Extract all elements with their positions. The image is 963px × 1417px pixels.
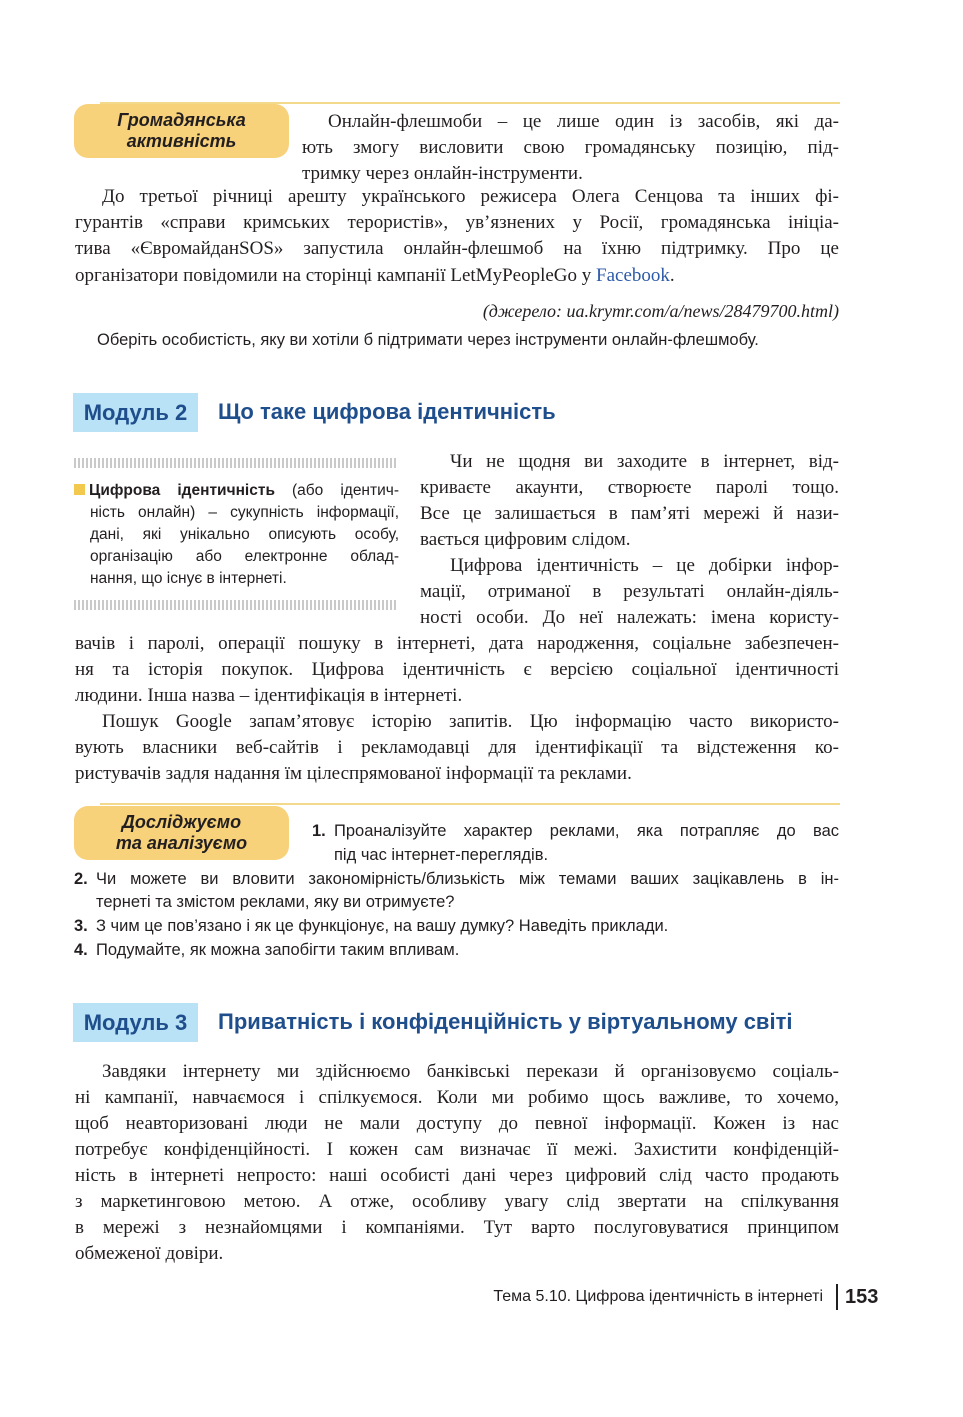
question-2-cont: тернеті та змістом реклами, яку ви отримуєте? bbox=[96, 893, 455, 911]
definition-bottom-dots bbox=[74, 600, 398, 610]
civic-para-line4-end: . bbox=[669, 265, 675, 286]
definition-line4: організацію або електронне облад- bbox=[90, 548, 399, 565]
civic-tag-line2: активність bbox=[126, 131, 237, 151]
civic-para-line2: гурантів «справи кримських терористів», ув’язнених у Росії, громадянська ініціа- bbox=[75, 212, 839, 233]
m2-right-line2: криваєте акаунти, створюєте паролі тощо. bbox=[420, 477, 839, 498]
module3-label: Модуль 3 bbox=[73, 1003, 198, 1042]
definition-term: Цифрова ідентичність bbox=[89, 482, 275, 499]
definition-top-dots bbox=[74, 458, 398, 468]
m3-line1: Завдяки інтернету ми здійснюємо банківські перекази й організовуємо соціаль- bbox=[102, 1061, 839, 1082]
m2-full-line6: ристувачів задля надання їм цілеспрямованої інформації та реклами. bbox=[75, 763, 632, 784]
m2-full-line1: вачів і паролі, операції пошуку в інтернеті, дата народження, соціальне забезпечен- bbox=[75, 633, 839, 654]
question-1-text: Проаналізуйте характер реклами, яка потрапляє до вас bbox=[334, 822, 839, 840]
source-citation: (джерело: ua.krymr.com/a/news/28479700.html) bbox=[482, 301, 839, 321]
civic-para-line4-text: організатори повідомили на сторінці кампанії LetMyPeopleGo у bbox=[75, 265, 597, 286]
research-top-rule bbox=[100, 803, 840, 805]
civic-tag-line1: Громадянська bbox=[117, 110, 246, 130]
civic-intro-line1: Онлайн-флешмоби – це лише один із засобів, які да- bbox=[328, 111, 839, 132]
footer-divider bbox=[836, 1284, 838, 1310]
module2-title: Що таке цифрова ідентичність bbox=[218, 399, 556, 424]
m2-full-line3: людини. Інша назва – ідентифікація в інтернеті. bbox=[75, 685, 463, 706]
m2-right-line7: ності особи. До неї належать: імена користу- bbox=[420, 607, 839, 628]
definition-bullet bbox=[74, 484, 85, 495]
civic-para-line3: тива «ЄвромайданSOS» запустила онлайн-флешмоб на їхню підтримку. Про це bbox=[75, 238, 839, 259]
research-tag-line2: та аналізуємо bbox=[115, 833, 248, 853]
question-3-text: З чим це пов’язано і як це функціонує, на вашу думку? Наведіть приклади. bbox=[96, 917, 669, 935]
civic-intro-line2: ють змогу висловити свою громадянську позицію, під- bbox=[302, 137, 839, 158]
research-tag-line1: Досліджуємо bbox=[121, 812, 242, 832]
civic-para-line4 bbox=[75, 263, 675, 289]
definition-line2: ність онлайн) – сукупність інформації, bbox=[90, 504, 399, 521]
question-1-cont: під час інтернет-переглядів. bbox=[334, 846, 549, 864]
page-number: 153 bbox=[845, 1286, 879, 1308]
question-4 bbox=[74, 939, 459, 962]
question-2-text: Чи можете ви вловити закономірність/близькість між темами ваших зацікавлень в ін- bbox=[96, 870, 839, 888]
m3-line2: ні кампанії, навчаємося і спілкуємося. Коли ми робимо щось важливе, то хочемо, bbox=[75, 1087, 839, 1108]
m3-line5: ність в інтернеті непросто: наші особисті дані через цифровий слід часто продають bbox=[75, 1165, 839, 1186]
question-3 bbox=[74, 915, 668, 938]
research-tag bbox=[74, 806, 289, 860]
m2-right-line3: Все це залишається в пам’яті мережі й нази- bbox=[420, 503, 839, 524]
civic-intro-line3: тримку через онлайн-інструменти. bbox=[302, 163, 583, 184]
definition-line1-rest: (або ідентич- bbox=[274, 482, 399, 499]
civic-para-line1: До третьої річниці арешту українського режисера Олега Сенцова та інших фі- bbox=[102, 186, 839, 207]
question-4-num: 4. bbox=[74, 941, 88, 959]
m3-line8: обмеженої довіри. bbox=[75, 1243, 224, 1264]
module3-title: Приватність і конфіденційність у віртуальному світі bbox=[218, 1009, 793, 1034]
definition-line5: нання, що існує в інтернеті. bbox=[90, 570, 287, 587]
civic-task: Оберіть особистість, яку ви хотіли б підтримати через інструменти онлайн-флешмобу. bbox=[97, 331, 759, 349]
definition-box bbox=[74, 480, 399, 590]
footer-topic: Тема 5.10. Цифрова ідентичність в інтернеті bbox=[493, 1288, 823, 1305]
question-2-num: 2. bbox=[74, 870, 88, 888]
module2-label: Модуль 2 bbox=[73, 393, 198, 432]
m3-line7: в мережі з незнайомцями і компаніями. Тут варто послуговуватися принципом bbox=[75, 1217, 839, 1238]
m2-full-line4: Пошук Google запам’ятовує історію запитів. Цю інформацію часто використо- bbox=[102, 711, 839, 732]
question-4-text: Подумайте, як можна запобігти таким впливам. bbox=[96, 941, 460, 959]
m3-line6: з маркетинговою метою. А отже, особливу увагу слід звертати на спілкування bbox=[75, 1191, 839, 1212]
m3-line4: потребує конфіденційності. І кожен сам визначає її межі. Захистити конфіденцій- bbox=[75, 1139, 839, 1160]
question-1-num: 1. bbox=[312, 822, 326, 840]
m2-full-line2: ня та історія покупок. Цифрова ідентичність є версією соціальної ідентичності bbox=[75, 659, 839, 680]
facebook-link[interactable]: Facebook bbox=[596, 265, 670, 286]
civic-activity-tag bbox=[74, 104, 289, 158]
m2-full-line5: вують власники веб-сайтів і рекламодавці для ідентифікації та відстеження ко- bbox=[75, 737, 839, 758]
definition-line1 bbox=[74, 480, 399, 502]
m2-right-line4: вається цифровим слідом. bbox=[420, 529, 631, 550]
question-1 bbox=[312, 820, 839, 843]
m2-right-line6: мації, отриманої в результаті онлайн-діяль- bbox=[420, 581, 839, 602]
m2-right-line5: Цифрова ідентичність – це добірки інфор- bbox=[450, 555, 839, 576]
m3-line3: щоб неавторизовані люди не мали доступу до певної інформації. Кожен із нас bbox=[75, 1113, 839, 1134]
question-3-num: 3. bbox=[74, 917, 88, 935]
m2-right-line1: Чи не щодня ви заходите в інтернет, від- bbox=[450, 451, 839, 472]
definition-line3: дані, які унікально описують особу, bbox=[90, 526, 399, 543]
question-2 bbox=[74, 868, 839, 891]
